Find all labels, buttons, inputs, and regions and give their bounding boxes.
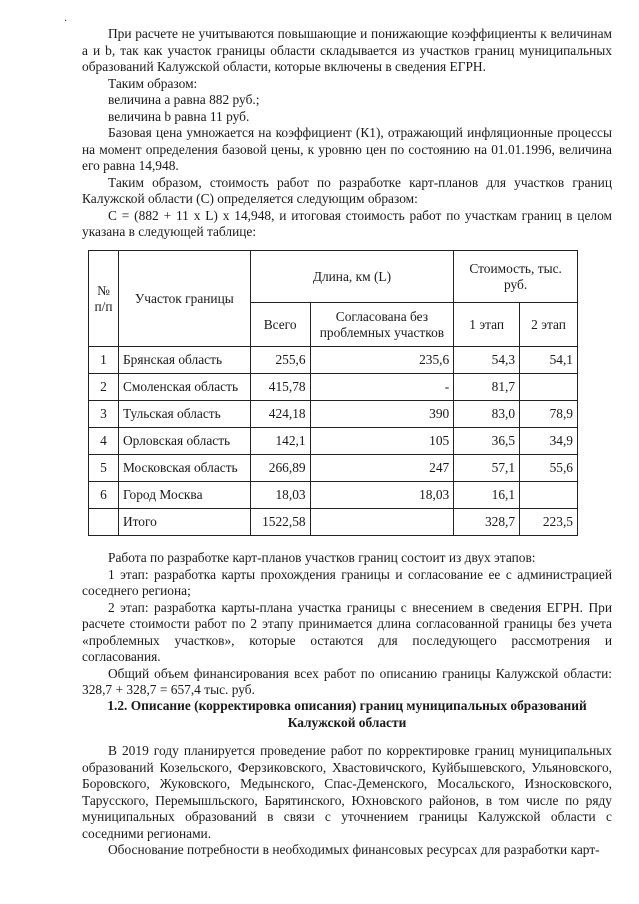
summary-number — [89, 509, 119, 536]
summary-total: 1522,58 — [250, 509, 310, 536]
row-name: Брянская область — [118, 347, 250, 374]
intro-paragraph-4: величина b равна 11 руб. — [108, 108, 250, 124]
row-name: Московская область — [118, 455, 250, 482]
table-header-row — [89, 251, 578, 303]
col-header-number: № п/п — [89, 251, 119, 347]
row-total: 142,1 — [250, 428, 310, 455]
table-row — [89, 374, 578, 401]
col-header-total: Всего — [250, 303, 310, 347]
table-row — [89, 347, 578, 374]
summary-agreed — [310, 509, 454, 536]
row-stage2 — [520, 482, 578, 509]
row-agreed: 390 — [310, 401, 454, 428]
row-total: 255,6 — [250, 347, 310, 374]
section-heading-line-2: Калужской области — [287, 715, 407, 730]
row-stage2: 55,6 — [520, 455, 578, 482]
row-number: 4 — [89, 428, 119, 455]
stages-paragraph-4: Общий объем финансирования всех работ по описанию границы Калужской области: 328,7 + 328,7 = 657,4 тыс. руб. — [82, 665, 612, 697]
stages-section — [82, 550, 612, 699]
row-agreed: 105 — [310, 428, 454, 455]
row-number: 6 — [89, 482, 119, 509]
row-stage1: 36,5 — [454, 428, 520, 455]
table-row — [89, 428, 578, 455]
col-header-length: Длина, км (L) — [250, 251, 454, 303]
stages-paragraph-1: Работа по разработке карт-планов участков границ состоит из двух этапов: — [108, 550, 536, 565]
intro-paragraph-5: Базовая цена умножается на коэффициент (К1), отражающий инфляционные процессы на момент определения базовой цены, к уровню цен по состоянию на 01.01.1996, величина его равна 14,948. — [82, 125, 612, 173]
row-stage1: 83,0 — [454, 401, 520, 428]
col-header-stage2: 2 этап — [520, 303, 578, 347]
cost-table — [88, 250, 578, 536]
row-number: 3 — [89, 401, 119, 428]
row-stage2: 78,9 — [520, 401, 578, 428]
stages-paragraph-3: 2 этап: разработка карты-плана участка границы с внесением в сведения ЕГРН. При расчете стоимости работ по 2 этапу принимается длина согласованной границы без учета «проблемных участков», которые остаются для последующего рассмотрения и согласования. — [82, 599, 612, 664]
row-agreed: - — [310, 374, 454, 401]
section-paragraph-2: Обоснование потребности в необходимых финансовых ресурсах для разработки карт- — [108, 842, 600, 857]
intro-paragraph-2: Таким образом: — [108, 75, 198, 91]
section-heading — [82, 697, 612, 731]
intro-paragraph-1: При расчете не учитываются повышающие и понижающие коэффициенты к величинам а и b, так как участок границы области складывается из участков границ муниципальных образований Калужской области, которые включены в сведения ЕГРН. — [82, 26, 612, 74]
intro-paragraph-3: величина а равна 882 руб.; — [108, 92, 260, 107]
row-number: 2 — [89, 374, 119, 401]
col-header-stage1: 1 этап — [454, 303, 520, 347]
row-total: 415,78 — [250, 374, 310, 401]
row-stage1: 16,1 — [454, 482, 520, 509]
row-number: 5 — [89, 455, 119, 482]
formula-paragraph: С = (882 + 11 x L) x 14,948, и итоговая стоимость работ по участкам границ в целом указана в следующей таблице: — [82, 207, 612, 239]
table-row — [89, 401, 578, 428]
row-name: Орловская область — [118, 428, 250, 455]
scan-speck: · — [64, 16, 68, 27]
col-header-section: Участок границы — [118, 251, 250, 347]
row-stage1: 54,3 — [454, 347, 520, 374]
row-name: Смоленская область — [118, 374, 250, 401]
section-body — [82, 743, 612, 859]
table-row — [89, 455, 578, 482]
row-stage1: 81,7 — [454, 374, 520, 401]
row-stage2 — [520, 374, 578, 401]
table-row — [89, 482, 578, 509]
row-total: 424,18 — [250, 401, 310, 428]
summary-name: Итого — [118, 509, 250, 536]
row-number: 1 — [89, 347, 119, 374]
row-total: 266,89 — [250, 455, 310, 482]
row-agreed: 247 — [310, 455, 454, 482]
section-heading-line-1: 1.2. Описание (корректировка описания) границ муниципальных образований — [107, 698, 587, 713]
col-header-agreed: Согласована без проблемных участков — [310, 303, 454, 347]
row-name: Город Москва — [118, 482, 250, 509]
row-name: Тульская область — [118, 401, 250, 428]
row-agreed: 235,6 — [310, 347, 454, 374]
intro-paragraph-6: Таким образом, стоимость работ по разработке карт-планов для участков границ Калужской области (С) определяется следующим образом: — [82, 174, 612, 206]
summary-stage1: 328,7 — [454, 509, 520, 536]
row-stage2: 54,1 — [520, 347, 578, 374]
table-summary-row — [89, 509, 578, 536]
row-stage2: 34,9 — [520, 428, 578, 455]
row-agreed: 18,03 — [310, 482, 454, 509]
intro-section — [82, 26, 612, 241]
row-stage1: 57,1 — [454, 455, 520, 482]
section-paragraph-1: В 2019 году планируется проведение работ по корректировке границ муниципальных образований Козельского, Ферзиковского, Хвастовичского, Куйбышевского, Ульяновского, Боровского, Жуковского, Медынского, Спас-Деменского, Мосальского, Износковского, Тарусского, Перемышльского, Барятинского, Юхновского районов, в том числе по ряду муниципальных образований в связи с уточнением границы Калужской области с соседними регионами. — [82, 743, 612, 841]
stages-paragraph-2: 1 этап: разработка карты прохождения границы и согласование ее с администрацией соседнего региона; — [82, 566, 612, 598]
col-header-cost: Стоимость, тыс. руб. — [454, 251, 578, 303]
summary-stage2: 223,5 — [520, 509, 578, 536]
row-total: 18,03 — [250, 482, 310, 509]
